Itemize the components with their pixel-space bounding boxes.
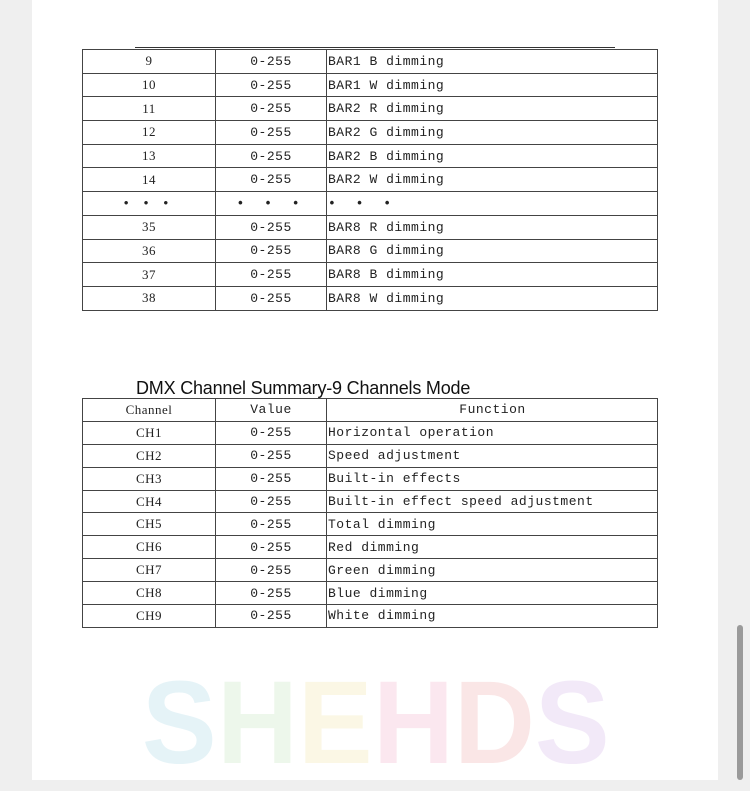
- cell-function: BAR8 W dimming: [327, 286, 658, 310]
- cell-value: 0-255: [216, 215, 327, 239]
- cell-value: 0-255: [216, 97, 327, 121]
- bar-table-row: [83, 239, 658, 263]
- cell-channel: 12: [83, 121, 216, 145]
- watermark-letter: H: [372, 657, 450, 789]
- summary-table-row: [83, 536, 658, 559]
- cell-channel: 14: [83, 168, 216, 192]
- cell-channel: CH5: [83, 513, 216, 536]
- summary-table-row: [83, 421, 658, 444]
- vertical-scrollbar[interactable]: [737, 625, 743, 780]
- cell-channel: • • •: [83, 192, 216, 216]
- summary-table-row: [83, 467, 658, 490]
- cell-function: BAR1 W dimming: [327, 73, 658, 97]
- cell-function: Total dimming: [327, 513, 658, 536]
- summary-table-row: [83, 559, 658, 582]
- bar-table-row: [83, 286, 658, 310]
- summary-table-row: [83, 444, 658, 467]
- cell-channel: 38: [83, 286, 216, 310]
- cell-value: 0-255: [216, 73, 327, 97]
- cell-channel: CH6: [83, 536, 216, 559]
- summary-table-row: [83, 513, 658, 536]
- cell-function: BAR8 R dimming: [327, 215, 658, 239]
- cell-function: Built-in effect speed adjustment: [327, 490, 658, 513]
- cell-value: 0-255: [216, 513, 327, 536]
- cell-channel: CH3: [83, 467, 216, 490]
- summary-table: [82, 398, 658, 628]
- header-channel: Channel: [83, 399, 216, 422]
- cell-function: BAR1 B dimming: [327, 50, 658, 74]
- bar-table-row: [83, 144, 658, 168]
- bar-table-row: [83, 50, 658, 74]
- summary-table-row: [83, 490, 658, 513]
- bar-table-row: [83, 168, 658, 192]
- bar-dimming-table: [82, 49, 658, 311]
- cell-value: 0-255: [216, 286, 327, 310]
- cell-channel: CH7: [83, 559, 216, 582]
- summary-table-row: [83, 605, 658, 628]
- cell-function: Blue dimming: [327, 582, 658, 605]
- cell-value: 0-255: [216, 50, 327, 74]
- cell-function: BAR2 G dimming: [327, 121, 658, 145]
- cell-channel: 10: [83, 73, 216, 97]
- bar-table-row: [83, 73, 658, 97]
- cell-function: Speed adjustment: [327, 444, 658, 467]
- watermark-letter: E: [297, 657, 369, 789]
- summary-title: DMX Channel Summary-9 Channels Mode: [136, 378, 471, 398]
- cell-value: 0-255: [216, 263, 327, 287]
- cell-function: BAR8 G dimming: [327, 239, 658, 263]
- cell-value: 0-255: [216, 444, 327, 467]
- cell-function: BAR2 W dimming: [327, 168, 658, 192]
- cell-channel: 9: [83, 50, 216, 74]
- bar-table-row: [83, 215, 658, 239]
- cell-function: BAR2 B dimming: [327, 144, 658, 168]
- watermark-letter: H: [216, 657, 294, 789]
- cell-value: 0-255: [216, 121, 327, 145]
- watermark-letter: S: [534, 657, 606, 789]
- cell-channel: CH9: [83, 605, 216, 628]
- cell-value: 0-255: [216, 536, 327, 559]
- shehds-watermark-logo: [140, 655, 608, 791]
- cell-channel: 13: [83, 144, 216, 168]
- bar-table-row: [83, 192, 658, 216]
- cell-value: 0-255: [216, 605, 327, 628]
- table-top-rule: [135, 47, 615, 48]
- cell-value: 0-255: [216, 559, 327, 582]
- cell-channel: CH2: [83, 444, 216, 467]
- cell-value: 0-255: [216, 144, 327, 168]
- watermark-letter: D: [453, 657, 532, 789]
- watermark-letter: S: [141, 657, 213, 789]
- cell-channel: 37: [83, 263, 216, 287]
- cell-function: Green dimming: [327, 559, 658, 582]
- cell-function: White dimming: [327, 605, 658, 628]
- header-value: Value: [216, 399, 327, 422]
- cell-channel: 11: [83, 97, 216, 121]
- cell-value: 0-255: [216, 467, 327, 490]
- cell-value: 0-255: [216, 582, 327, 605]
- cell-function: • • •: [327, 192, 658, 216]
- cell-value: 0-255: [216, 421, 327, 444]
- cell-channel: 36: [83, 239, 216, 263]
- cell-function: Built-in effects: [327, 467, 658, 490]
- bar-table-row: [83, 263, 658, 287]
- cell-value: 0-255: [216, 168, 327, 192]
- cell-value: • • •: [216, 192, 327, 216]
- summary-header-row: [83, 399, 658, 422]
- summary-table-row: [83, 582, 658, 605]
- cell-channel: CH4: [83, 490, 216, 513]
- cell-function: Horizontal operation: [327, 421, 658, 444]
- header-function: Function: [327, 399, 658, 422]
- bar-table-row: [83, 97, 658, 121]
- cell-function: BAR2 R dimming: [327, 97, 658, 121]
- cell-function: Red dimming: [327, 536, 658, 559]
- cell-channel: CH8: [83, 582, 216, 605]
- cell-channel: 35: [83, 215, 216, 239]
- bar-table-row: [83, 121, 658, 145]
- cell-value: 0-255: [216, 490, 327, 513]
- cell-function: BAR8 B dimming: [327, 263, 658, 287]
- cell-value: 0-255: [216, 239, 327, 263]
- cell-channel: CH1: [83, 421, 216, 444]
